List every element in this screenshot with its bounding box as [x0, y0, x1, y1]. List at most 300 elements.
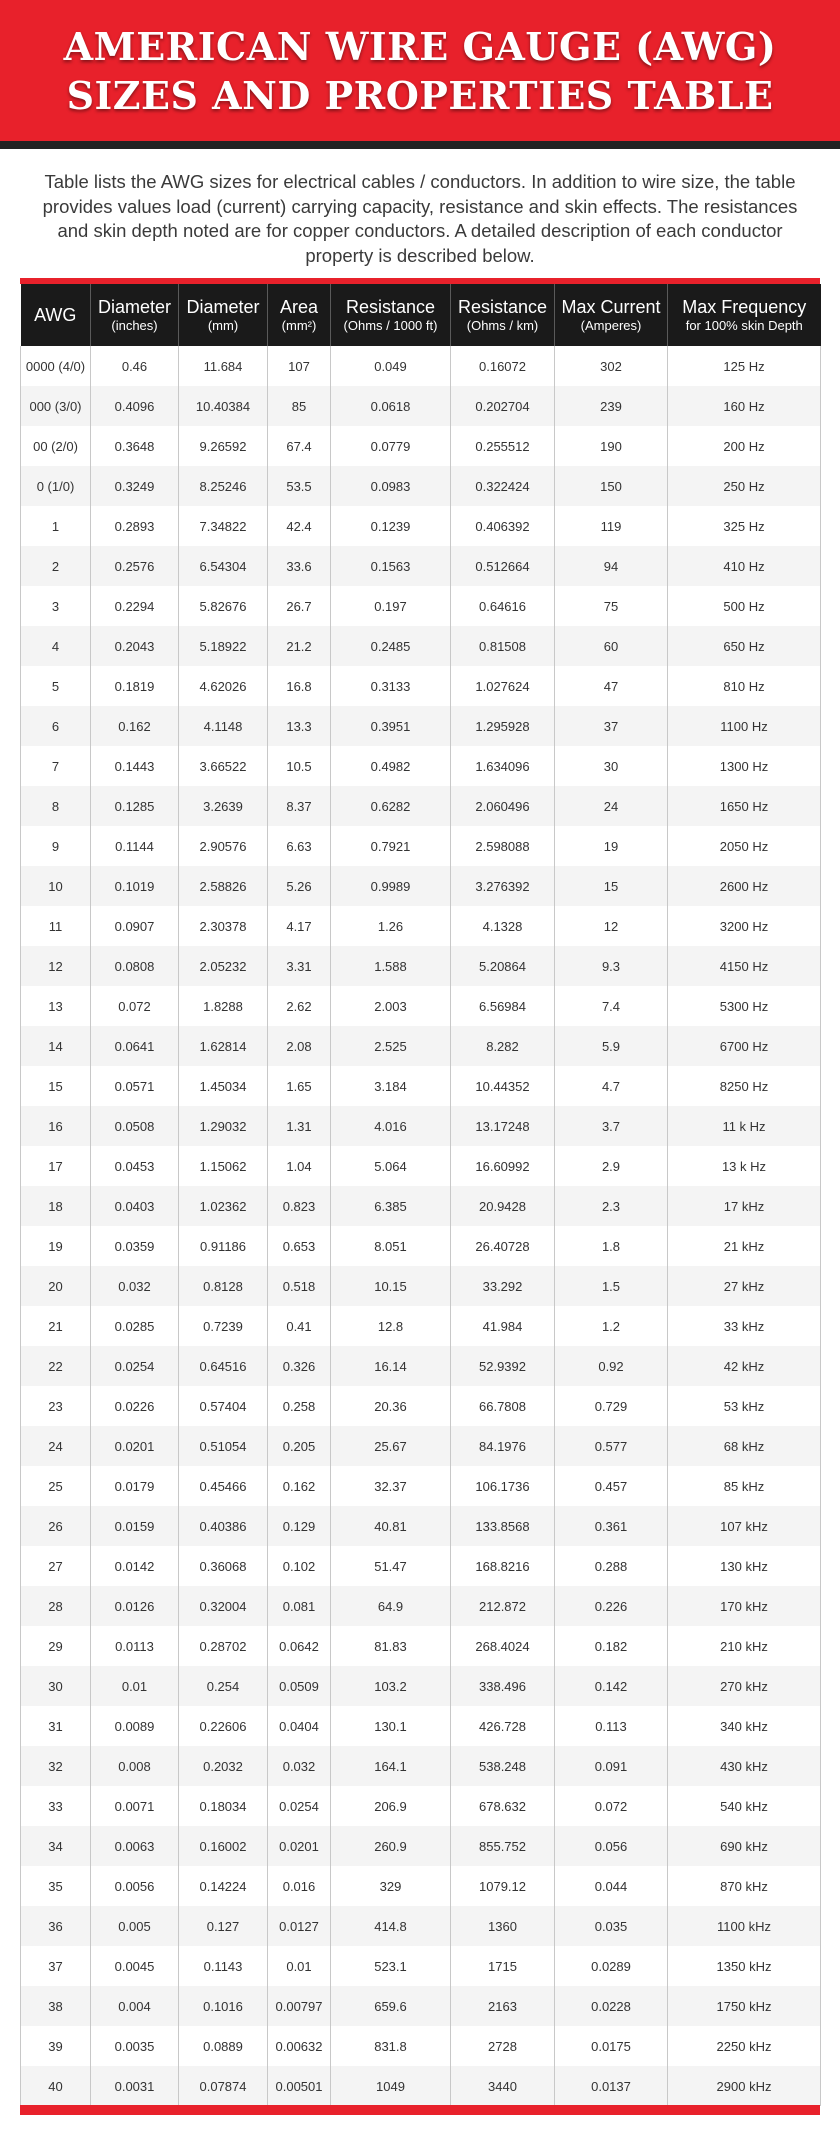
- table-cell: 0.0113: [91, 1626, 179, 1666]
- header-row: [21, 284, 821, 346]
- table-cell: 25: [21, 1466, 91, 1506]
- table-cell: 0.258: [268, 1386, 331, 1426]
- table-cell: 0.36068: [179, 1546, 268, 1586]
- table-cell: 0.1239: [331, 506, 451, 546]
- table-row: [21, 586, 821, 626]
- table-cell: 0.0404: [268, 1706, 331, 1746]
- table-row: [21, 626, 821, 666]
- table-cell: 42 kHz: [668, 1346, 821, 1386]
- table-cell: 5.20864: [451, 946, 555, 986]
- table-cell: 1.45034: [179, 1066, 268, 1106]
- table-cell: 0.226: [555, 1586, 668, 1626]
- column-header-label: AWG: [34, 304, 77, 325]
- table-cell: 36: [21, 1906, 91, 1946]
- table-cell: 2900 kHz: [668, 2066, 821, 2106]
- table-cell: 0.92: [555, 1346, 668, 1386]
- table-cell: 0.46: [91, 346, 179, 386]
- column-header-label: Diameter: [186, 296, 260, 317]
- table-row: [21, 346, 821, 386]
- table-cell: 31: [21, 1706, 91, 1746]
- column-header: [21, 284, 91, 346]
- table-row: [21, 1426, 821, 1466]
- table-cell: 0.0045: [91, 1946, 179, 1986]
- intro-paragraph: Table lists the AWG sizes for electrical cables / conductors. In addition to wire size, the table provides values load (current) carrying capacity, resistance and skin effects. The resistances and skin depth noted are for copper conductors. A detailed description of each conductor property is described below.: [42, 171, 798, 266]
- table-cell: 1350 kHz: [668, 1946, 821, 1986]
- table-cell: 855.752: [451, 1826, 555, 1866]
- table-cell: 0.044: [555, 1866, 668, 1906]
- table-cell: 28: [21, 1586, 91, 1626]
- table-cell: 0.0126: [91, 1586, 179, 1626]
- table-cell: 34: [21, 1826, 91, 1866]
- table-cell: 0.0201: [91, 1426, 179, 1466]
- table-cell: 4.016: [331, 1106, 451, 1146]
- table-cell: 17 kHz: [668, 1186, 821, 1226]
- table-header: [21, 284, 821, 346]
- table-cell: 25.67: [331, 1426, 451, 1466]
- table-row: [21, 1946, 821, 1986]
- table-cell: 15: [555, 866, 668, 906]
- table-cell: 0.129: [268, 1506, 331, 1546]
- table-row: [21, 466, 821, 506]
- table-cell: 0.7239: [179, 1306, 268, 1346]
- table-cell: 12.8: [331, 1306, 451, 1346]
- column-header-unit: (mm): [207, 317, 239, 333]
- table-cell: 3.7: [555, 1106, 668, 1146]
- table-cell: 53 kHz: [668, 1386, 821, 1426]
- table-cell: 0.57404: [179, 1386, 268, 1426]
- table-cell: 0.2893: [91, 506, 179, 546]
- table-cell: 0.823: [268, 1186, 331, 1226]
- table-cell: 690 kHz: [668, 1826, 821, 1866]
- table-cell: 0.035: [555, 1906, 668, 1946]
- table-cell: 5.26: [268, 866, 331, 906]
- table-cell: 0.127: [179, 1906, 268, 1946]
- table-cell: 41.984: [451, 1306, 555, 1346]
- table-cell: 24: [21, 1426, 91, 1466]
- table-cell: 6.54304: [179, 546, 268, 586]
- table-cell: 40.81: [331, 1506, 451, 1546]
- table-cell: 0.577: [555, 1426, 668, 1466]
- table-cell: 0.0508: [91, 1106, 179, 1146]
- table-row: [21, 506, 821, 546]
- table-cell: 67.4: [268, 426, 331, 466]
- table-cell: 2.003: [331, 986, 451, 1026]
- table-cell: 1.2: [555, 1306, 668, 1346]
- table-cell: 2: [21, 546, 91, 586]
- table-cell: 0.1144: [91, 826, 179, 866]
- table-cell: 21: [21, 1306, 91, 1346]
- table-cell: 8: [21, 786, 91, 826]
- table-cell: 7.4: [555, 986, 668, 1026]
- table-cell: 0.1443: [91, 746, 179, 786]
- table-cell: 0.142: [555, 1666, 668, 1706]
- table-row: [21, 986, 821, 1026]
- table-cell: 26.40728: [451, 1226, 555, 1266]
- table-cell: 260.9: [331, 1826, 451, 1866]
- table-cell: 0.0254: [268, 1786, 331, 1826]
- table-cell: 0.102: [268, 1546, 331, 1586]
- table-cell: 210 kHz: [668, 1626, 821, 1666]
- table-cell: 3.66522: [179, 746, 268, 786]
- table-cell: 0.40386: [179, 1506, 268, 1546]
- table-cell: 5.9: [555, 1026, 668, 1066]
- table-cell: 0.0031: [91, 2066, 179, 2106]
- table-cell: 0.406392: [451, 506, 555, 546]
- table-cell: 0.41: [268, 1306, 331, 1346]
- table-cell: 0.0142: [91, 1546, 179, 1586]
- table-cell: 0.091: [555, 1746, 668, 1786]
- table-cell: 340 kHz: [668, 1706, 821, 1746]
- table-cell: 1.31: [268, 1106, 331, 1146]
- table-cell: 1.04: [268, 1146, 331, 1186]
- table-cell: 35: [21, 1866, 91, 1906]
- table-row: [21, 1906, 821, 1946]
- table-cell: 4.17: [268, 906, 331, 946]
- table-cell: 9.26592: [179, 426, 268, 466]
- table-cell: 0.0089: [91, 1706, 179, 1746]
- table-cell: 9: [21, 826, 91, 866]
- table-row: [21, 1066, 821, 1106]
- table-cell: 0.457: [555, 1466, 668, 1506]
- table-cell: 33 kHz: [668, 1306, 821, 1346]
- table-cell: 2.30378: [179, 906, 268, 946]
- table-cell: 1.295928: [451, 706, 555, 746]
- table-row: [21, 1106, 821, 1146]
- table-cell: 540 kHz: [668, 1786, 821, 1826]
- table-cell: 8250 Hz: [668, 1066, 821, 1106]
- table-cell: 27 kHz: [668, 1266, 821, 1306]
- table-cell: 8.051: [331, 1226, 451, 1266]
- table-cell: 5.18922: [179, 626, 268, 666]
- table-cell: 1.588: [331, 946, 451, 986]
- table-row: [21, 1266, 821, 1306]
- table-cell: 4.1148: [179, 706, 268, 746]
- table-cell: 168.8216: [451, 1546, 555, 1586]
- table-cell: 1.26: [331, 906, 451, 946]
- table-cell: 0.22606: [179, 1706, 268, 1746]
- table-cell: 0.7921: [331, 826, 451, 866]
- column-header-unit: (inches): [111, 317, 158, 333]
- table-cell: 27: [21, 1546, 91, 1586]
- column-header-label: Max Current: [561, 296, 661, 317]
- table-cell: 103.2: [331, 1666, 451, 1706]
- table-cell: 0.00501: [268, 2066, 331, 2106]
- table-cell: 2.62: [268, 986, 331, 1026]
- table-cell: 10.15: [331, 1266, 451, 1306]
- table-cell: 0.0063: [91, 1826, 179, 1866]
- column-header: [268, 284, 331, 346]
- table-cell: 3: [21, 586, 91, 626]
- table-cell: 1.62814: [179, 1026, 268, 1066]
- table-cell: 0.0808: [91, 946, 179, 986]
- table-cell: 0.005: [91, 1906, 179, 1946]
- table-cell: 239: [555, 386, 668, 426]
- table-cell: 1.5: [555, 1266, 668, 1306]
- table-cell: 0.162: [268, 1466, 331, 1506]
- table-cell: 0.202704: [451, 386, 555, 426]
- page-title: AMERICAN WIRE GAUGE (AWG) SIZES AND PROPERTIES TABLE: [63, 23, 777, 118]
- table-cell: 0.14224: [179, 1866, 268, 1906]
- table-row: [21, 746, 821, 786]
- table-cell: 0.16002: [179, 1826, 268, 1866]
- table-cell: 0 (1/0): [21, 466, 91, 506]
- table-cell: 0.8128: [179, 1266, 268, 1306]
- table-cell: 0.0642: [268, 1626, 331, 1666]
- table-cell: 20: [21, 1266, 91, 1306]
- table-cell: 1.8: [555, 1226, 668, 1266]
- table-row: [21, 1586, 821, 1626]
- table-cell: 0.205: [268, 1426, 331, 1466]
- table-cell: 33.292: [451, 1266, 555, 1306]
- table-cell: 85: [268, 386, 331, 426]
- table-cell: 5300 Hz: [668, 986, 821, 1026]
- table-cell: 6.385: [331, 1186, 451, 1226]
- table-cell: 3.276392: [451, 866, 555, 906]
- table-cell: 0.0035: [91, 2026, 179, 2066]
- table-cell: 3.31: [268, 946, 331, 986]
- table-row: [21, 1386, 821, 1426]
- table-row: [21, 426, 821, 466]
- table-row: [21, 666, 821, 706]
- table-row: [21, 546, 821, 586]
- table-cell: 678.632: [451, 1786, 555, 1826]
- table-row: [21, 826, 821, 866]
- table-cell: 0.9989: [331, 866, 451, 906]
- table-cell: 329: [331, 1866, 451, 1906]
- table-cell: 0.0779: [331, 426, 451, 466]
- table-cell: 32: [21, 1746, 91, 1786]
- table-row: [21, 1546, 821, 1586]
- table-cell: 13: [21, 986, 91, 1026]
- table-cell: 30: [555, 746, 668, 786]
- table-cell: 7: [21, 746, 91, 786]
- table-cell: 1.634096: [451, 746, 555, 786]
- table-cell: 94: [555, 546, 668, 586]
- table-cell: 0.056: [555, 1826, 668, 1866]
- table-cell: 0.008: [91, 1746, 179, 1786]
- table-cell: 0.1143: [179, 1946, 268, 1986]
- table-row: [21, 1346, 821, 1386]
- table-cell: 0.255512: [451, 426, 555, 466]
- table-row: [21, 1506, 821, 1546]
- column-header: [331, 284, 451, 346]
- table-cell: 1.29032: [179, 1106, 268, 1146]
- table-cell: 0.0618: [331, 386, 451, 426]
- table-cell: 325 Hz: [668, 506, 821, 546]
- column-header-label: Area: [279, 296, 319, 317]
- table-cell: 33: [21, 1786, 91, 1826]
- table-cell: 26.7: [268, 586, 331, 626]
- table-cell: 37: [555, 706, 668, 746]
- table-cell: 0.072: [555, 1786, 668, 1826]
- table-row: [21, 386, 821, 426]
- table-cell: 164.1: [331, 1746, 451, 1786]
- column-header-unit: (Amperes): [580, 317, 642, 333]
- table-cell: 11: [21, 906, 91, 946]
- table-cell: 15: [21, 1066, 91, 1106]
- table-cell: 14: [21, 1026, 91, 1066]
- table-cell: 37: [21, 1946, 91, 1986]
- table-cell: 1.8288: [179, 986, 268, 1026]
- table-cell: 107: [268, 346, 331, 386]
- table-cell: 2.060496: [451, 786, 555, 826]
- table-cell: 2.05232: [179, 946, 268, 986]
- column-header: [555, 284, 668, 346]
- table-cell: 0.0175: [555, 2026, 668, 2066]
- table-cell: 42.4: [268, 506, 331, 546]
- table-cell: 870 kHz: [668, 1866, 821, 1906]
- table-row: [21, 1706, 821, 1746]
- table-cell: 133.8568: [451, 1506, 555, 1546]
- table-cell: 0.81508: [451, 626, 555, 666]
- table-cell: 0.518: [268, 1266, 331, 1306]
- table-cell: 0.16072: [451, 346, 555, 386]
- table-cell: 0.653: [268, 1226, 331, 1266]
- table-cell: 125 Hz: [668, 346, 821, 386]
- table-cell: 650 Hz: [668, 626, 821, 666]
- table-cell: 2728: [451, 2026, 555, 2066]
- table-cell: 107 kHz: [668, 1506, 821, 1546]
- table-row: [21, 1026, 821, 1066]
- column-header: [91, 284, 179, 346]
- table-cell: 0.2032: [179, 1746, 268, 1786]
- table-row: [21, 1866, 821, 1906]
- table-cell: 10.44352: [451, 1066, 555, 1106]
- table-cell: 29: [21, 1626, 91, 1666]
- table-cell: 0.0641: [91, 1026, 179, 1066]
- table-cell: 0.3249: [91, 466, 179, 506]
- table-cell: 0.072: [91, 986, 179, 1026]
- table-cell: 250 Hz: [668, 466, 821, 506]
- table-cell: 0.0137: [555, 2066, 668, 2106]
- table-cell: 6700 Hz: [668, 1026, 821, 1066]
- column-header-unit: (mm²): [281, 317, 317, 333]
- table-cell: 16: [21, 1106, 91, 1146]
- table-cell: 831.8: [331, 2026, 451, 2066]
- table-cell: 523.1: [331, 1946, 451, 1986]
- table-cell: 0.6282: [331, 786, 451, 826]
- table-cell: 150: [555, 466, 668, 506]
- table-cell: 0.322424: [451, 466, 555, 506]
- table-cell: 810 Hz: [668, 666, 821, 706]
- table-cell: 1079.12: [451, 1866, 555, 1906]
- title-banner: [0, 0, 840, 149]
- table-cell: 18: [21, 1186, 91, 1226]
- table-cell: 410 Hz: [668, 546, 821, 586]
- table-cell: 75: [555, 586, 668, 626]
- table-cell: 0.45466: [179, 1466, 268, 1506]
- table-row: [21, 706, 821, 746]
- table-cell: 200 Hz: [668, 426, 821, 466]
- table-cell: 2.58826: [179, 866, 268, 906]
- table-cell: 0.4982: [331, 746, 451, 786]
- table-cell: 3.184: [331, 1066, 451, 1106]
- table-cell: 302: [555, 346, 668, 386]
- table-cell: 000 (3/0): [21, 386, 91, 426]
- table-cell: 0.2294: [91, 586, 179, 626]
- table-cell: 0.0571: [91, 1066, 179, 1106]
- table-cell: 1.02362: [179, 1186, 268, 1226]
- table-cell: 2250 kHz: [668, 2026, 821, 2066]
- table-cell: 0.0403: [91, 1186, 179, 1226]
- table-cell: 0.0359: [91, 1226, 179, 1266]
- table-cell: 0.07874: [179, 2066, 268, 2106]
- column-header: [668, 284, 821, 346]
- table-bottom-rule: [20, 2105, 820, 2115]
- table-cell: 414.8: [331, 1906, 451, 1946]
- table-cell: 2050 Hz: [668, 826, 821, 866]
- awg-table: [20, 284, 821, 2106]
- table-cell: 5: [21, 666, 91, 706]
- table-cell: 1.027624: [451, 666, 555, 706]
- table-cell: 0.0289: [555, 1946, 668, 1986]
- column-header-label: Diameter: [97, 296, 172, 317]
- table-cell: 0.032: [91, 1266, 179, 1306]
- table-cell: 2600 Hz: [668, 866, 821, 906]
- table-cell: 53.5: [268, 466, 331, 506]
- table-cell: 0.1563: [331, 546, 451, 586]
- table-row: [21, 1786, 821, 1826]
- table-cell: 0.004: [91, 1986, 179, 2026]
- table-cell: 0.182: [555, 1626, 668, 1666]
- table-cell: 11.684: [179, 346, 268, 386]
- table-cell: 0.361: [555, 1506, 668, 1546]
- table-row: [21, 1466, 821, 1506]
- table-cell: 0.0056: [91, 1866, 179, 1906]
- table-cell: 0.049: [331, 346, 451, 386]
- table-cell: 30: [21, 1666, 91, 1706]
- table-cell: 21 kHz: [668, 1226, 821, 1266]
- table-cell: 32.37: [331, 1466, 451, 1506]
- table-cell: 426.728: [451, 1706, 555, 1746]
- column-header-unit: for 100% skin Depth: [685, 317, 803, 333]
- table-cell: 2.598088: [451, 826, 555, 866]
- table-row: [21, 1666, 821, 1706]
- table-cell: 1.15062: [179, 1146, 268, 1186]
- table-cell: 500 Hz: [668, 586, 821, 626]
- table-cell: 22: [21, 1346, 91, 1386]
- table-cell: 2.08: [268, 1026, 331, 1066]
- table-cell: 52.9392: [451, 1346, 555, 1386]
- table-cell: 659.6: [331, 1986, 451, 2026]
- table-cell: 0.512664: [451, 546, 555, 586]
- table-cell: 1.65: [268, 1066, 331, 1106]
- table-cell: 0.1019: [91, 866, 179, 906]
- table-cell: 13.17248: [451, 1106, 555, 1146]
- table-cell: 3440: [451, 2066, 555, 2106]
- table-row: [21, 2066, 821, 2106]
- table-cell: 0.51054: [179, 1426, 268, 1466]
- table-cell: 119: [555, 506, 668, 546]
- table-cell: 206.9: [331, 1786, 451, 1826]
- column-header-label: Resistance: [345, 296, 436, 317]
- table-cell: 81.83: [331, 1626, 451, 1666]
- table-cell: 0.326: [268, 1346, 331, 1386]
- table-cell: 24: [555, 786, 668, 826]
- table-cell: 68 kHz: [668, 1426, 821, 1466]
- table-cell: 0.0889: [179, 2026, 268, 2066]
- table-cell: 17: [21, 1146, 91, 1186]
- table-cell: 13.3: [268, 706, 331, 746]
- table-cell: 538.248: [451, 1746, 555, 1786]
- table-cell: 1650 Hz: [668, 786, 821, 826]
- table-cell: 270 kHz: [668, 1666, 821, 1706]
- table-cell: 23: [21, 1386, 91, 1426]
- column-header: [451, 284, 555, 346]
- table-cell: 8.37: [268, 786, 331, 826]
- table-cell: 60: [555, 626, 668, 666]
- table-row: [21, 1626, 821, 1666]
